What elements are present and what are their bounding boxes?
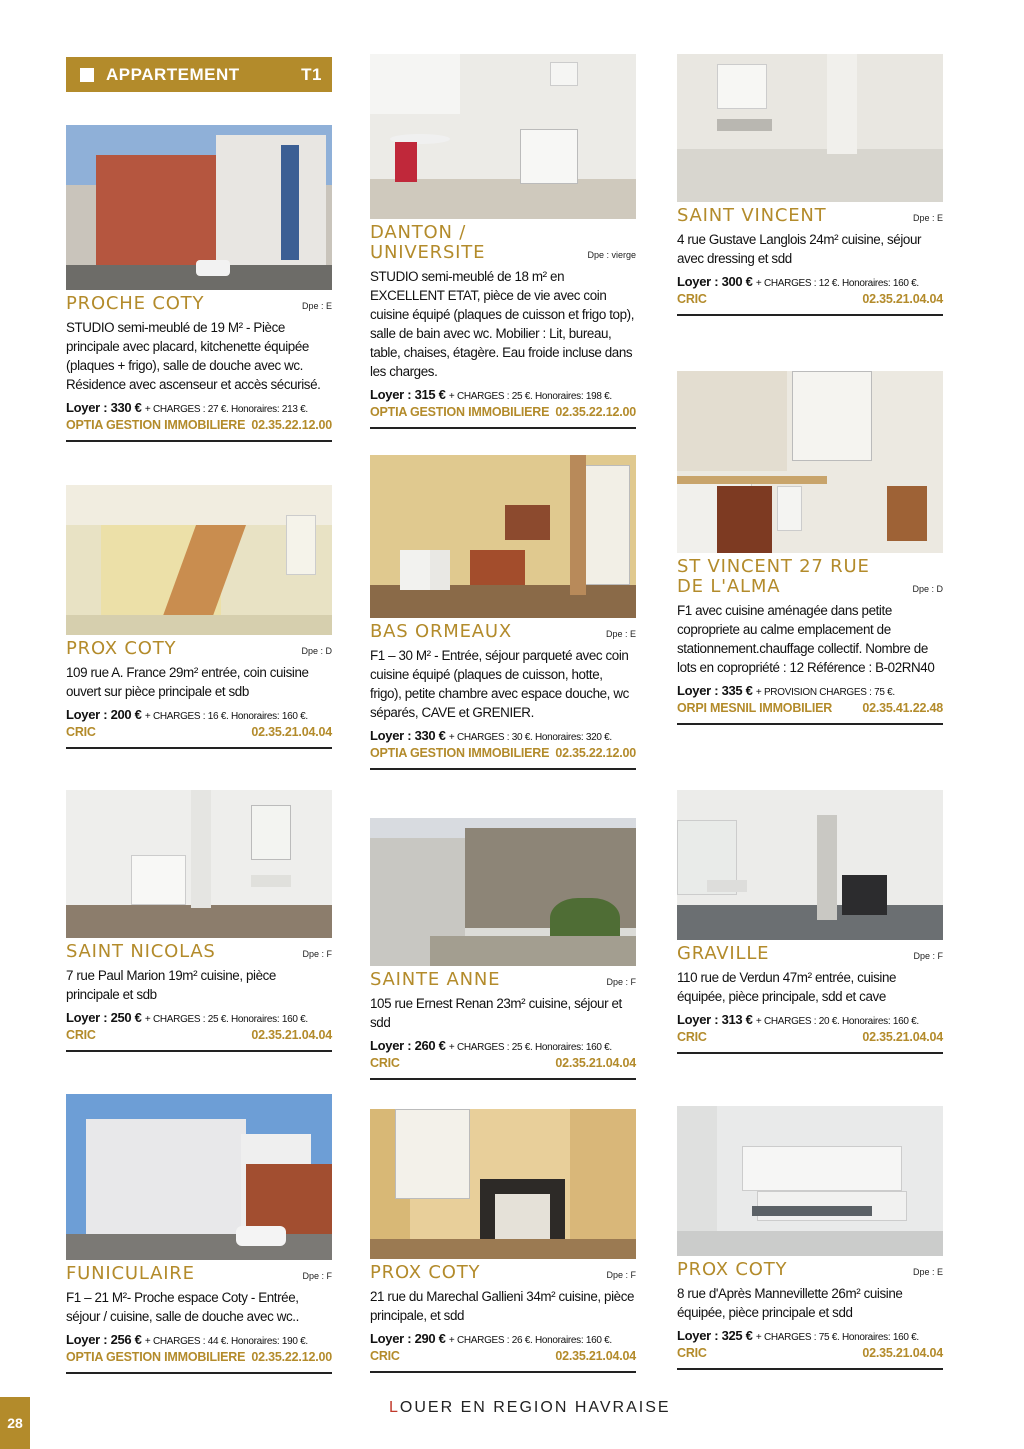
rent-charges: + PROVISION CHARGES : 75 €. bbox=[755, 687, 895, 698]
separator bbox=[677, 1052, 943, 1054]
listing-description: 21 rue du Marechal Gallieni 34m² cuisine, pièce principale, et sdd bbox=[370, 1289, 635, 1323]
separator bbox=[66, 1372, 332, 1374]
agency-line bbox=[370, 746, 636, 760]
listing-photo bbox=[370, 455, 636, 618]
listing-graville[interactable] bbox=[677, 790, 943, 1054]
agency-name: CRIC bbox=[370, 1349, 400, 1363]
rent-value: 330 € bbox=[414, 728, 446, 743]
agency-line bbox=[677, 292, 943, 306]
listing-photo bbox=[370, 818, 636, 966]
separator bbox=[677, 314, 943, 316]
rent-line: Loyer : 250 € + CHARGES : 25 €. Honoraires: 160 €. bbox=[66, 1010, 308, 1025]
page-number: 28 bbox=[0, 1397, 30, 1449]
agency-phone: 02.35.21.04.04 bbox=[555, 1349, 636, 1363]
agency-name: OPTIA GESTION IMMOBILIERE bbox=[370, 405, 550, 419]
listing-title: ST VINCENT 27 RUE DE L'ALMA bbox=[677, 556, 870, 597]
separator bbox=[677, 723, 943, 725]
dpe-rating: Dpe : F bbox=[302, 1271, 332, 1281]
listing-title: SAINTE ANNE bbox=[370, 969, 501, 990]
dpe-rating: Dpe : vierge bbox=[587, 250, 636, 260]
rent-charges: + CHARGES : 27 €. Honoraires: 213 €. bbox=[144, 404, 308, 415]
rent-line: Loyer : 260 € + CHARGES : 25 €. Honoraires: 160 €. bbox=[370, 1038, 612, 1053]
agency-name: CRIC bbox=[370, 1056, 400, 1070]
listing-photo bbox=[677, 54, 943, 202]
listing-photo bbox=[677, 790, 943, 940]
agency-name: CRIC bbox=[66, 1028, 96, 1042]
agency-phone: 02.35.22.12.00 bbox=[251, 418, 332, 432]
agency-phone: 02.35.21.04.04 bbox=[862, 1346, 943, 1360]
category-header bbox=[66, 57, 332, 92]
agency-line bbox=[677, 1030, 943, 1044]
listing-photo bbox=[370, 1109, 636, 1259]
agency-line bbox=[66, 1028, 332, 1042]
agency-phone: 02.35.21.04.04 bbox=[251, 1028, 332, 1042]
agency-line bbox=[370, 405, 636, 419]
rent-line: Loyer : 300 € + CHARGES : 12 €. Honoraires: 160 €. bbox=[677, 274, 919, 289]
rent-line: Loyer : 256 € + CHARGES : 44 €. Honoraires: 190 €. bbox=[66, 1332, 308, 1347]
listing-prox-coty-mannevillette[interactable] bbox=[677, 1106, 943, 1370]
listing-funiculaire[interactable] bbox=[66, 1094, 332, 1374]
listing-saint-nicolas[interactable] bbox=[66, 790, 332, 1052]
separator bbox=[370, 1371, 636, 1373]
listing-description: F1 – 21 M²- Proche espace Coty - Entrée, séjour / cuisine, salle de douche avec wc.. bbox=[66, 1290, 299, 1324]
agency-line bbox=[370, 1349, 636, 1363]
listing-title: DANTON / UNIVERSITE bbox=[370, 222, 486, 263]
listing-title: PROX COTY bbox=[370, 1262, 481, 1283]
listing-description: 4 rue Gustave Langlois 24m² cuisine, séjour avec dressing et sdd bbox=[677, 232, 922, 266]
listing-proche-coty[interactable] bbox=[66, 125, 332, 442]
listing-title: GRAVILLE bbox=[677, 943, 770, 964]
listing-bas-ormeaux[interactable] bbox=[370, 455, 636, 770]
rent-charges: + CHARGES : 44 €. Honoraires: 190 €. bbox=[144, 1336, 308, 1347]
listing-description: F1 – 30 M² - Entrée, séjour parqueté avec coin cuisine équipé (plaques de cuisson, hotte, frigo), petite chambre avec espace douche, wc séparés, CAVE et GRENIER. bbox=[370, 648, 629, 720]
listing-title: PROCHE COTY bbox=[66, 293, 205, 314]
listing-title: FUNICULAIRE bbox=[66, 1263, 195, 1284]
dpe-rating: Dpe : F bbox=[606, 977, 636, 987]
listing-description: 8 rue d'Après Mannevillette 26m² cuisine équipée, pièce principale et sdd bbox=[677, 1286, 903, 1320]
rent-charges: + CHARGES : 25 €. Honoraires: 198 €. bbox=[448, 391, 612, 402]
rent-value: 315 € bbox=[414, 387, 446, 402]
agency-name: OPTIA GESTION IMMOBILIERE bbox=[66, 1350, 246, 1364]
listing-description: 105 rue Ernest Renan 23m² cuisine, séjour et sdd bbox=[370, 996, 622, 1030]
separator bbox=[66, 1050, 332, 1052]
listing-photo bbox=[677, 371, 943, 553]
agency-phone: 02.35.21.04.04 bbox=[251, 725, 332, 739]
agency-phone: 02.35.22.12.00 bbox=[555, 405, 636, 419]
listing-photo bbox=[66, 790, 332, 938]
listing-description: 7 rue Paul Marion 19m² cuisine, pièce principale et sdb bbox=[66, 968, 276, 1002]
agency-phone: 02.35.41.22.48 bbox=[862, 701, 943, 715]
category-title: APPARTEMENT bbox=[106, 64, 240, 84]
agency-phone: 02.35.21.04.04 bbox=[862, 1030, 943, 1044]
rent-value: 200 € bbox=[110, 707, 142, 722]
separator bbox=[370, 1078, 636, 1080]
dpe-rating: Dpe : E bbox=[912, 1267, 943, 1277]
listing-photo bbox=[66, 1094, 332, 1260]
agency-line bbox=[66, 1350, 332, 1364]
agency-line bbox=[66, 725, 332, 739]
agency-line bbox=[66, 418, 332, 432]
rent-value: 313 € bbox=[721, 1012, 753, 1027]
listing-description: 109 rue A. France 29m² entrée, coin cuisine ouvert sur pièce principale et sdb bbox=[66, 665, 309, 699]
listing-title: SAINT VINCENT bbox=[677, 205, 827, 226]
dpe-rating: Dpe : F bbox=[606, 1270, 636, 1280]
rent-charges: + CHARGES : 16 €. Honoraires: 160 €. bbox=[144, 711, 308, 722]
rent-charges: + CHARGES : 12 €. Honoraires: 160 €. bbox=[755, 278, 919, 289]
agency-line bbox=[370, 1056, 636, 1070]
rent-line: Loyer : 315 € + CHARGES : 25 €. Honoraires: 198 €. bbox=[370, 387, 612, 402]
listing-title: SAINT NICOLAS bbox=[66, 941, 216, 962]
agency-line bbox=[677, 701, 943, 715]
square-icon bbox=[80, 68, 94, 82]
listing-saint-vincent[interactable] bbox=[677, 54, 943, 316]
listing-photo bbox=[677, 1106, 943, 1256]
rent-charges: + CHARGES : 25 €. Honoraires: 160 €. bbox=[448, 1042, 612, 1053]
rent-line: Loyer : 330 € + CHARGES : 30 €. Honoraires: 320 €. bbox=[370, 728, 612, 743]
dpe-rating: Dpe : E bbox=[912, 213, 943, 223]
separator bbox=[370, 768, 636, 770]
listing-description: 110 rue de Verdun 47m² entrée, cuisine équipée, pièce principale, sdd et cave bbox=[677, 970, 897, 1004]
rent-value: 256 € bbox=[110, 1332, 142, 1347]
agency-phone: 02.35.21.04.04 bbox=[862, 292, 943, 306]
separator bbox=[677, 1368, 943, 1370]
rent-value: 290 € bbox=[414, 1331, 446, 1346]
agency-phone: 02.35.21.04.04 bbox=[555, 1056, 636, 1070]
listing-title: PROX COTY bbox=[66, 638, 177, 659]
dpe-rating: Dpe : E bbox=[605, 629, 636, 639]
listing-prox-coty-france[interactable] bbox=[66, 485, 332, 749]
listing-description: F1 avec cuisine aménagée dans petite copropriete au calme emplacement de stationnement.chauffage collectif. Nombre de lots en copropriété : 12 Référence : B-02RN40 bbox=[677, 603, 935, 675]
rent-charges: + CHARGES : 75 €. Honoraires: 160 €. bbox=[755, 1332, 919, 1343]
listing-prox-coty-gallieni[interactable] bbox=[370, 1109, 636, 1373]
listing-photo bbox=[370, 54, 636, 219]
rent-value: 325 € bbox=[721, 1328, 753, 1343]
agency-phone: 02.35.22.12.00 bbox=[251, 1350, 332, 1364]
rent-value: 300 € bbox=[721, 274, 753, 289]
dpe-rating: Dpe : F bbox=[913, 951, 943, 961]
rent-line: Loyer : 335 € + PROVISION CHARGES : 75 €. bbox=[677, 683, 895, 698]
rent-value: 330 € bbox=[110, 400, 142, 415]
dpe-rating: Dpe : E bbox=[301, 301, 332, 311]
dpe-rating: Dpe : F bbox=[302, 949, 332, 959]
rent-charges: + CHARGES : 26 €. Honoraires: 160 €. bbox=[448, 1335, 612, 1346]
agency-name: CRIC bbox=[677, 292, 707, 306]
rent-line: Loyer : 313 € + CHARGES : 20 €. Honoraires: 160 €. bbox=[677, 1012, 919, 1027]
category-type: T1 bbox=[301, 64, 322, 84]
agency-name: CRIC bbox=[66, 725, 96, 739]
separator bbox=[66, 747, 332, 749]
listing-title: BAS ORMEAUX bbox=[370, 621, 513, 642]
rent-line: Loyer : 290 € + CHARGES : 26 €. Honoraires: 160 €. bbox=[370, 1331, 612, 1346]
agency-line bbox=[677, 1346, 943, 1360]
rent-value: 250 € bbox=[110, 1010, 142, 1025]
listing-description: STUDIO semi-meublé de 19 M² - Pièce principale avec placard, kitchenette équipée (plaques + frigo), salle de douche avec wc. Résidence avec ascenseur et accès sécurisé. bbox=[66, 320, 321, 392]
separator bbox=[66, 440, 332, 442]
dpe-rating: Dpe : D bbox=[301, 646, 332, 656]
rent-line: Loyer : 200 € + CHARGES : 16 €. Honoraires: 160 €. bbox=[66, 707, 308, 722]
agency-name: ORPI MESNIL IMMOBILIER bbox=[677, 701, 833, 715]
listing-description: STUDIO semi-meublé de 18 m² en EXCELLENT ETAT, pièce de vie avec coin cuisine équipé (plaques de cuisson et frigo top), salle de bain avec wc. Mobilier : Lit, bureau, table, chaises, étagère. Eau froide incluse dans les charges. bbox=[370, 269, 635, 379]
rent-value: 335 € bbox=[721, 683, 753, 698]
agency-name: CRIC bbox=[677, 1030, 707, 1044]
footer-title: LOUER EN REGION HAVRAISE bbox=[389, 1399, 671, 1416]
agency-name: OPTIA GESTION IMMOBILIERE bbox=[370, 746, 550, 760]
listing-photo bbox=[66, 485, 332, 635]
rent-charges: + CHARGES : 25 €. Honoraires: 160 €. bbox=[144, 1014, 308, 1025]
listing-danton-universite[interactable] bbox=[370, 54, 636, 429]
separator bbox=[370, 427, 636, 429]
listing-sainte-anne[interactable] bbox=[370, 818, 636, 1080]
agency-name: CRIC bbox=[677, 1346, 707, 1360]
rent-value: 260 € bbox=[414, 1038, 446, 1053]
dpe-rating: Dpe : D bbox=[912, 584, 943, 594]
rent-charges: + CHARGES : 20 €. Honoraires: 160 €. bbox=[755, 1016, 919, 1027]
rent-line: Loyer : 330 € + CHARGES : 27 €. Honoraires: 213 €. bbox=[66, 400, 308, 415]
listing-title: PROX COTY bbox=[677, 1259, 788, 1280]
listing-st-vincent-alma[interactable] bbox=[677, 371, 943, 725]
agency-phone: 02.35.22.12.00 bbox=[555, 746, 636, 760]
rent-charges: + CHARGES : 30 €. Honoraires: 320 €. bbox=[448, 732, 612, 743]
agency-name: OPTIA GESTION IMMOBILIERE bbox=[66, 418, 246, 432]
rent-line: Loyer : 325 € + CHARGES : 75 €. Honoraires: 160 €. bbox=[677, 1328, 919, 1343]
listing-photo bbox=[66, 125, 332, 290]
